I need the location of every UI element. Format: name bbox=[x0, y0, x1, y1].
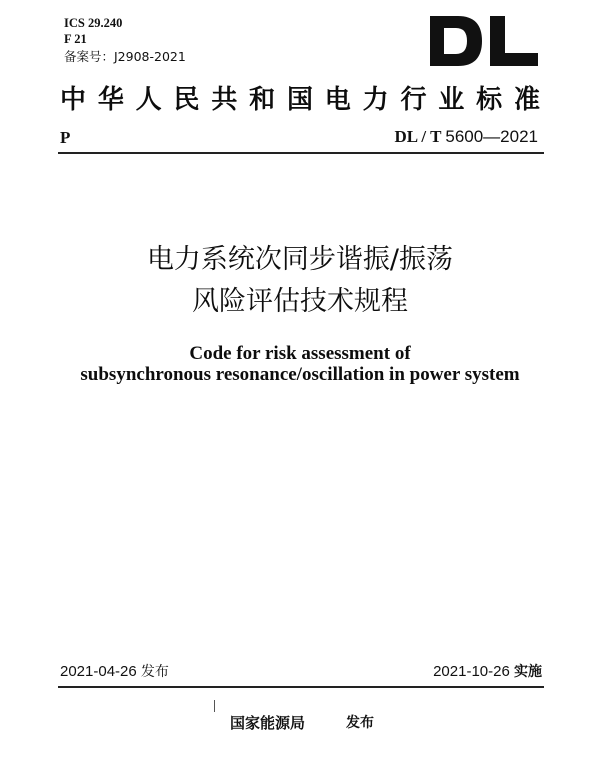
issue-date-value: 2021-04-26 bbox=[60, 663, 137, 680]
organization-title-char: 业 bbox=[438, 85, 465, 115]
issue-date-label: 发布 bbox=[140, 664, 169, 680]
organization-title bbox=[60, 78, 540, 122]
implementation-date bbox=[433, 662, 542, 682]
standard-number-value: 5600—2021 bbox=[445, 127, 538, 146]
organization-title-char: 国 bbox=[286, 85, 313, 115]
organization-title-char: 华 bbox=[97, 85, 124, 115]
organization-title-char: 民 bbox=[173, 85, 200, 115]
title-chinese-line-2: 风险评估技术规程 bbox=[192, 286, 408, 317]
organization-title-char: 人 bbox=[135, 85, 162, 115]
organization-title-char: 中 bbox=[60, 85, 87, 115]
dl-logo bbox=[428, 4, 540, 70]
organization-title-char: 力 bbox=[362, 85, 389, 115]
scan-mark bbox=[214, 700, 215, 712]
classification-code: F 21 bbox=[64, 32, 87, 46]
top-divider bbox=[58, 152, 544, 154]
issuer-action: 发布 bbox=[346, 715, 374, 731]
issue-date bbox=[60, 662, 169, 682]
issuer-name: 国家能源局 bbox=[230, 714, 306, 732]
bottom-divider bbox=[58, 686, 544, 688]
organization-title-char: 行 bbox=[400, 85, 427, 115]
implementation-date-label: 实施 bbox=[514, 664, 542, 680]
organization-title-char: 电 bbox=[324, 85, 351, 115]
title-english-line-2: subsynchronous resonance/oscillation in power system bbox=[80, 364, 520, 385]
record-number: 备案号：J2908-2021 bbox=[64, 49, 186, 64]
ics-code: ICS 29.240 bbox=[64, 16, 123, 30]
organization-title-char: 准 bbox=[513, 85, 540, 115]
title-english-line-1: Code for risk assessment of bbox=[189, 343, 411, 364]
organization-title-char: 标 bbox=[476, 85, 503, 115]
standard-number bbox=[394, 127, 538, 147]
organization-title-char: 共 bbox=[211, 85, 238, 115]
standard-number-prefix: DL / T bbox=[394, 127, 446, 146]
implementation-date-value: 2021-10-26 bbox=[433, 663, 510, 680]
category-letter: P bbox=[60, 128, 71, 147]
organization-title-char: 和 bbox=[249, 85, 276, 115]
title-chinese-line-1: 电力系统次同步谐振/振荡 bbox=[146, 244, 454, 275]
